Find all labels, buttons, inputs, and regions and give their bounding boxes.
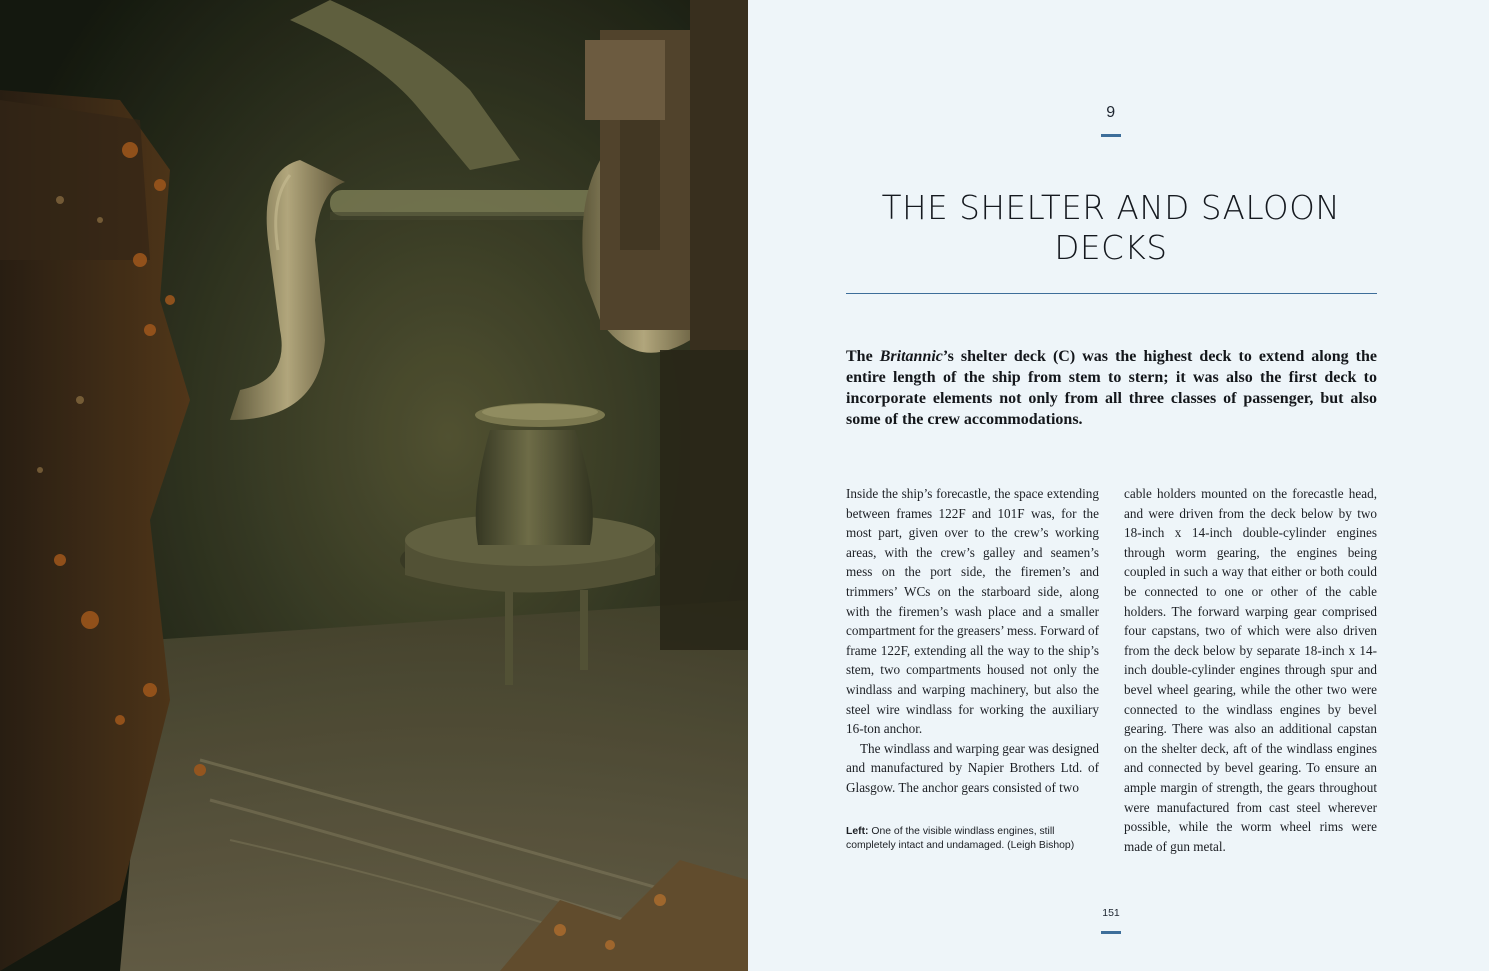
lead-paragraph [846,346,1377,430]
chapter-number-rule [1101,134,1121,137]
title-divider [846,293,1377,294]
caption-text: One of the visible windlass engines, still completely intact and undamaged. (Leigh Bishop) [846,826,1075,851]
body-column-right [1124,484,1377,856]
page-number: 151 [1102,907,1120,919]
chapter-title-line-2: DECKS [1054,229,1168,267]
caption-label: Left: [846,826,869,837]
chapter-title-line-1: THE SHELTER AND SALOON [881,189,1341,227]
photo-caption [846,825,1099,853]
lead-after: ’s shelter deck (C) was the highest deck to extend along the entire length of the ship from stem to stern; it was also the first deck to incorporate elements not only from all three classes of passenger, but also some of the crew accommodations. [846,348,1378,428]
chapter-number: 9 [1106,104,1116,121]
page-number-rule [1101,931,1121,934]
body-paragraph-3: cable holders mounted on the forecastle head, and were driven from the deck below by two 18-inch x 14-inch double-cylinder engines through worm gearing, the engines being coupled in such a way that either or both could be connected to one or other of the cable holders. The forward warping gear comprised four capstans, two of which were also driven from the deck below by separate 18-inch x 14-inch double-cylinder engines through spur and bevel wheel gearing, while the other two were connected to the windlass engines by bevel gearing. There was also an additional capstan on the shelter deck, aft of the windlass engines and connected by bevel gearing. To ensure an ample margin of strength, the gears throughout were manufactured from cast steel wherever possible, while the worm wheel rims were made of gun metal. [1124,486,1377,854]
chapter-title [808,188,1414,268]
body-column-left [846,484,1099,798]
lead-ship-name: Britannic [879,348,943,365]
body-paragraph-1: Inside the ship’s forecastle, the space extending between frames 122F and 101F was, for the most part, given over to the crew’s working areas, with the crew’s galley and seamen’s mess on the port side, the firemen’s and trimmers’ WCs on the starboard side, along with the firemen’s wash place and a smaller compartment for the greasers’ mess. Forward of frame 122F, extending all the way to the ship’s stem, two compartments housed not only the windlass and warping machinery, but also the steel wire windlass for working the auxiliary 16-ton anchor. [846,486,1099,737]
text-page [748,0,1489,971]
lead-before: The [846,348,880,365]
body-paragraph-2: The windlass and warping gear was designed and manufactured by Napier Brothers Ltd. of Glasgow. The anchor gears consisted of two [846,740,1099,795]
